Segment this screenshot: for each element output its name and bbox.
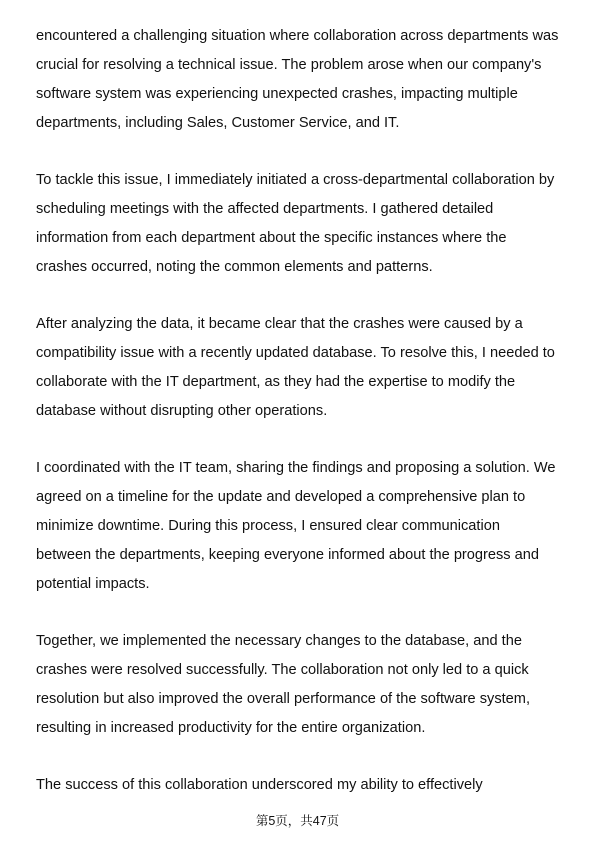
- paragraph: To tackle this issue, I immediately initiated a cross-departmental collaboration by scheduling meetings with the affected departments. I gathered detailed information from each department about the specific instances where the crashes occurred, noting the common elements and patterns.: [36, 172, 555, 275]
- paragraph: The success of this collaboration underscored my ability to effectively: [36, 777, 483, 793]
- paragraph: After analyzing the data, it became clear that the crashes were caused by a compatibility issue with a recently updated database. To resolve this, I needed to collaborate with the IT department, as they had the expertise to modify the database without disrupting other operations.: [36, 316, 555, 419]
- page-number-label: 第5页，共47页: [255, 814, 340, 828]
- page-footer: [0, 813, 595, 829]
- paragraph: Together, we implemented the necessary changes to the database, and the crashes were resolved successfully. The collaboration not only led to a quick resolution but also improved the overall performance of the software system, resulting in increased productivity for the entire organization.: [36, 633, 530, 736]
- paragraph: I coordinated with the IT team, sharing the findings and proposing a solution. We agreed on a timeline for the update and developed a comprehensive plan to minimize downtime. During this process, I ensured clear communication between the departments, keeping everyone informed about the progress and potential impacts.: [36, 460, 556, 592]
- document-body: [36, 22, 559, 800]
- paragraph: encountered a challenging situation where collaboration across departments was crucial for resolving a technical issue. The problem arose when our company's software system was experiencing unexpected crashes, impacting multiple departments, including Sales, Customer Service, and IT.: [36, 28, 559, 131]
